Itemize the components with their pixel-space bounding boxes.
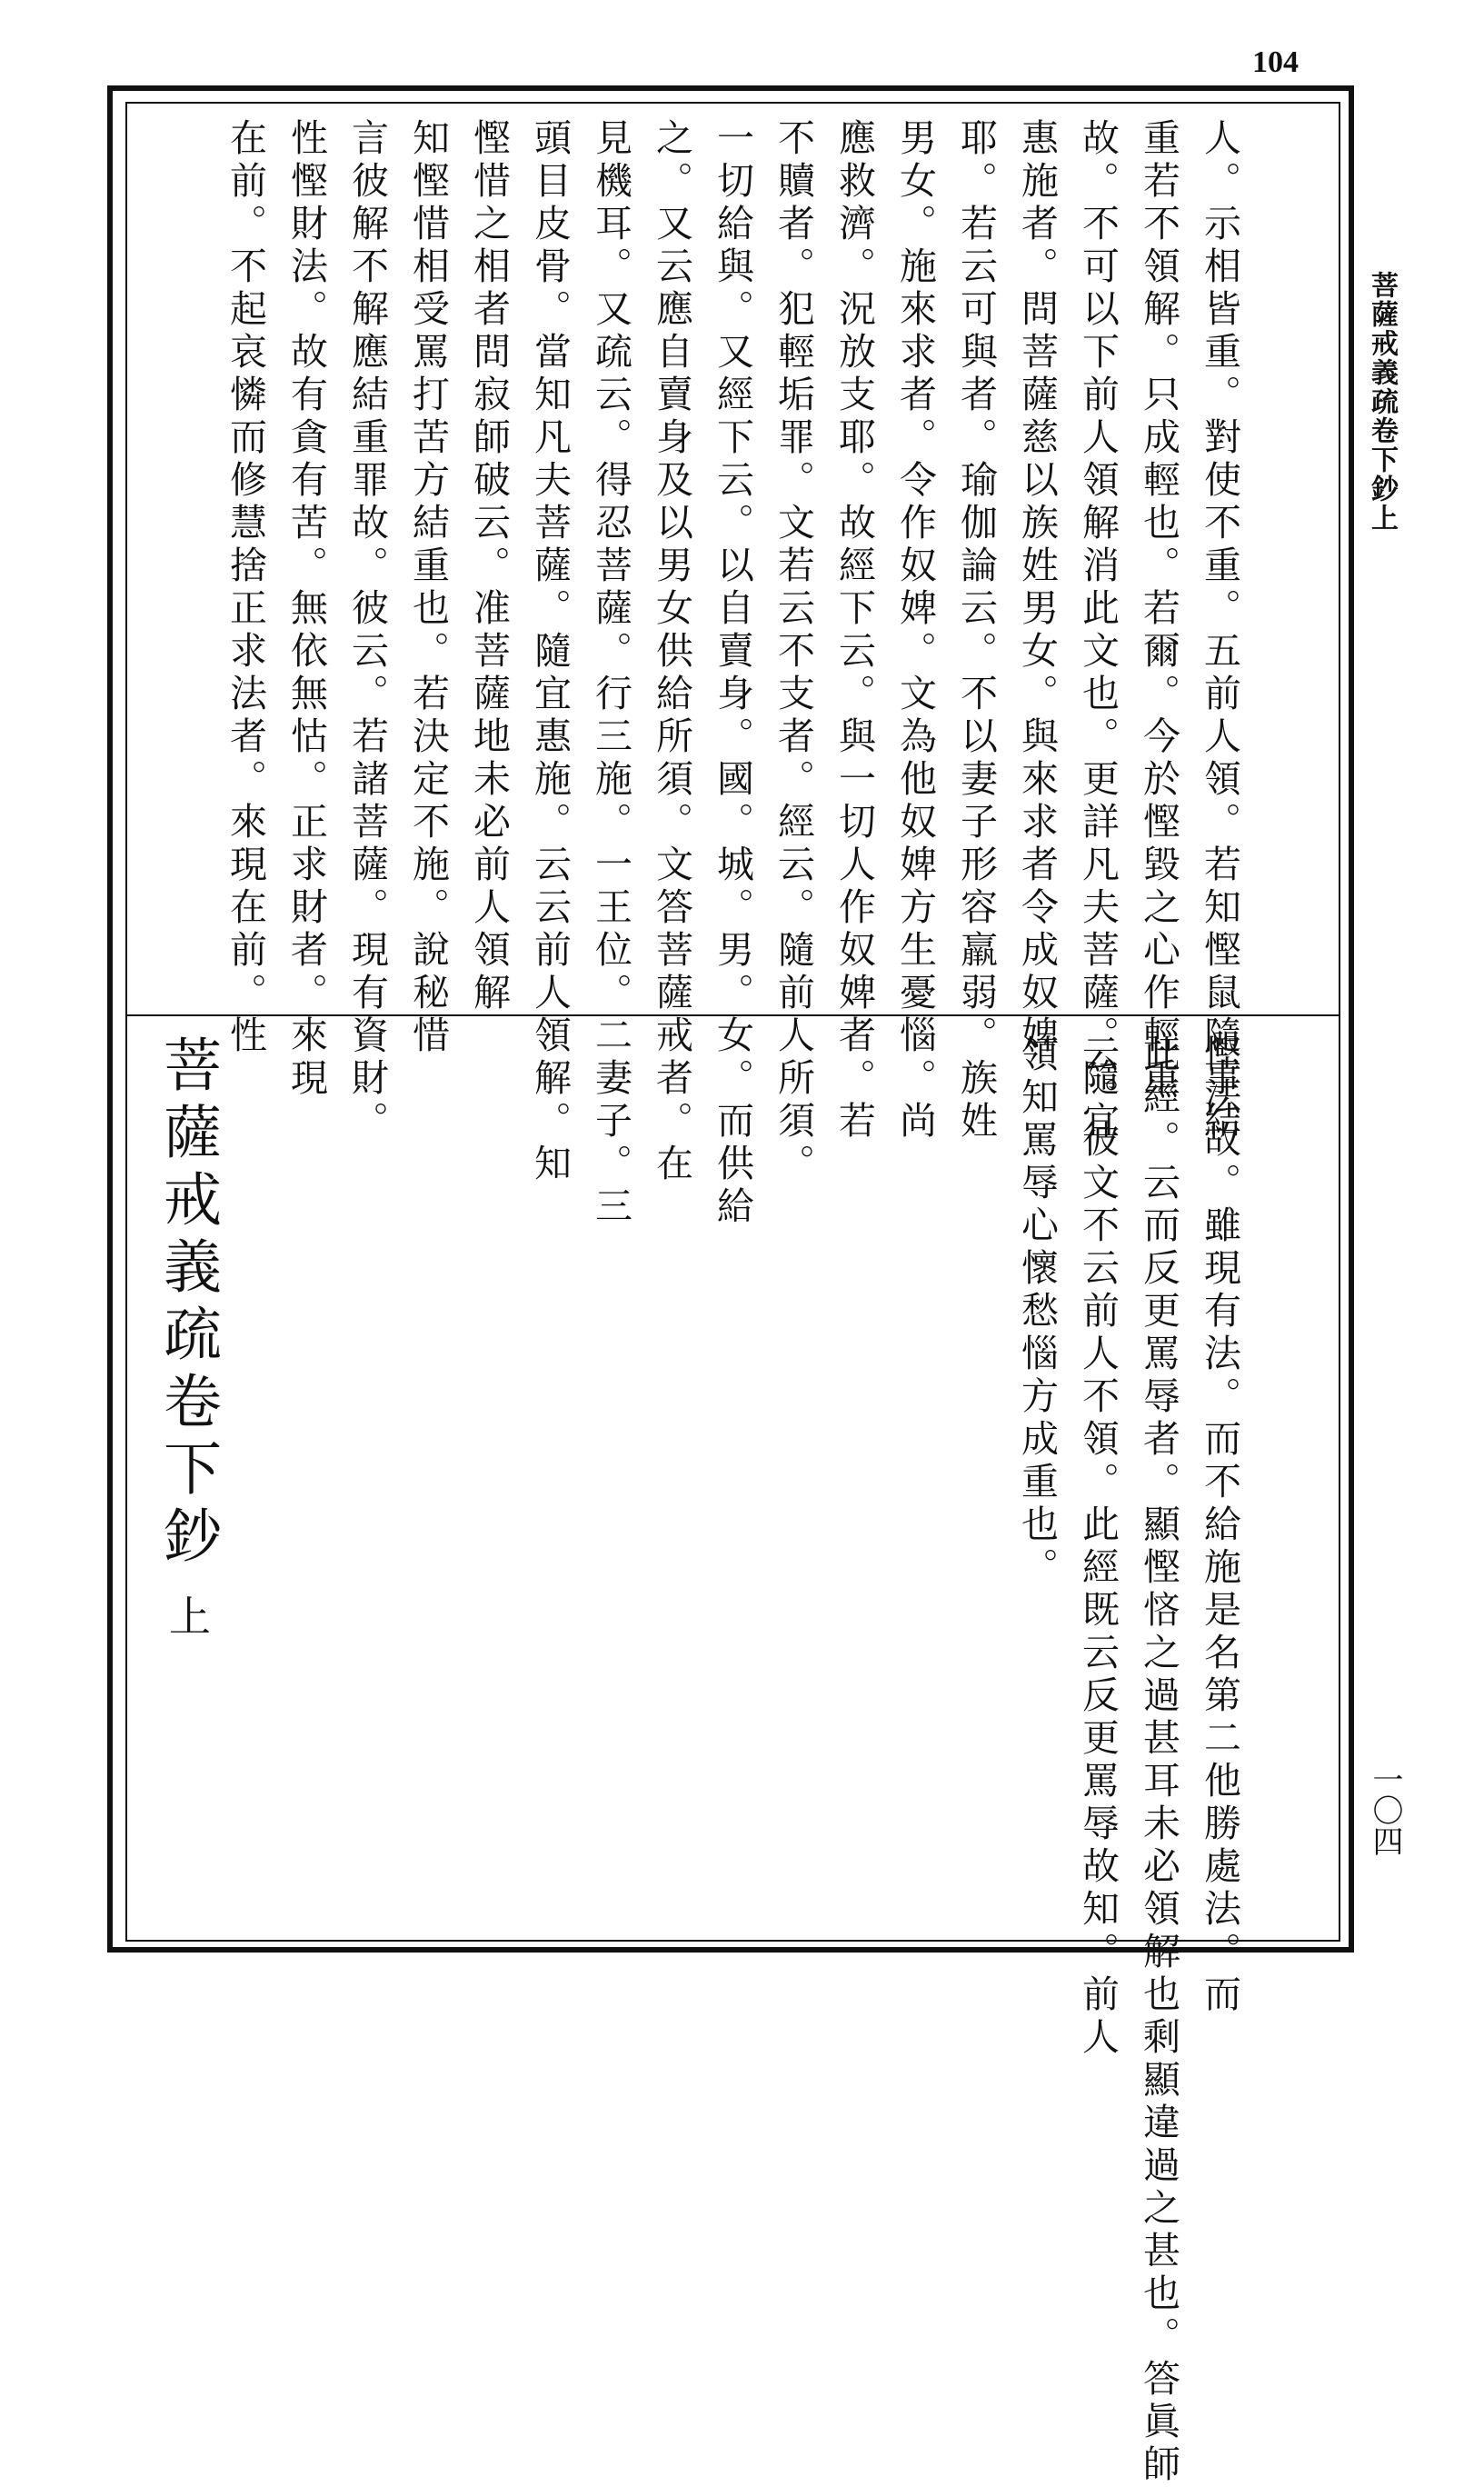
text-column: 在前。不起哀憐而修慧捨正求法者。來現在前。性 (224, 118, 267, 1058)
upper-text-section (214, 118, 1250, 1229)
text-column: 應救濟。況放支耶。故經下云。與一切人作奴婢者。若 (832, 118, 876, 1144)
text-column: 耶。若云可與者。瑜伽論云。不以妻子形容羸弱。族姓 (954, 118, 998, 1144)
closing-title-suffix: 上 (163, 1594, 212, 1645)
text-column: 之。又云應自賣身及以男女供給所須。文答菩薩戒者。在 (650, 118, 693, 1186)
text-column: 慳法故。雖現有法。而不給施是名第二他勝處法。而 (1198, 1034, 1241, 2017)
text-column: 此經。云而反更罵辱者。顯慳悋之過甚耳未必領解也剩顯違過之甚也。答眞師 (1137, 1034, 1180, 2487)
page-number-arabic: 104 (1252, 45, 1299, 79)
closing-title-main: 菩薩戒義疏卷下鈔 (154, 1034, 221, 1573)
text-column: 云。彼文不云前人不領。此經既云反更罵辱故知。前人 (1076, 1034, 1120, 2060)
text-column: 領知罵辱心懷愁惱方成重也。 (1015, 1034, 1059, 1590)
text-column: 惠施者。問菩薩慈以族姓男女。與來求者令成奴婢 (1015, 118, 1059, 1058)
text-column: 慳惜之相者問寂師破云。准菩薩地未必前人領解 (467, 118, 511, 1015)
text-column: 知慳惜相受罵打苦方結重也。若決定不施。說秘惜 (406, 118, 450, 1058)
margin-page-number: 一〇四 (1367, 1763, 1403, 1856)
closing-title (145, 1034, 229, 1645)
text-column: 見機耳。又疏云。得忍菩薩。行三施。一王位。二妻子。三 (589, 118, 632, 1229)
lower-text-section (1006, 1034, 1250, 2487)
text-column: 故。不可以下前人領解消此文也。更詳凡夫菩薩。隨宜 (1076, 118, 1120, 1144)
text-column: 男女。施來求者。令作奴婢。文為他奴婢方生憂惱。尚 (893, 118, 937, 1144)
text-column: 性慳財法。故有貪有苦。無依無怙。正求財者。來現 (284, 118, 328, 1101)
text-column: 重若不領解。只成輕也。若爾。今於慳毀之心作輕重 (1137, 118, 1180, 1101)
text-column: 一切給與。又經下云。以自賣身。國。城。男。女。而供給 (711, 118, 754, 1229)
text-column: 不贖者。犯輕垢罪。文若云不支者。經云。隨前人所須。 (772, 118, 815, 1186)
text-column: 人。示相皆重。對使不重。五前人領。若知慳鼠隨事結 (1198, 118, 1241, 1144)
text-column: 言彼解不解應結重罪故。彼云。若諸菩薩。現有資財。 (345, 118, 389, 1144)
margin-running-title: 菩薩戒義疏卷下鈔上 (1366, 271, 1398, 533)
text-column: 頭目皮骨。當知凡夫菩薩。隨宜惠施。云云前人領解。知 (528, 118, 572, 1186)
